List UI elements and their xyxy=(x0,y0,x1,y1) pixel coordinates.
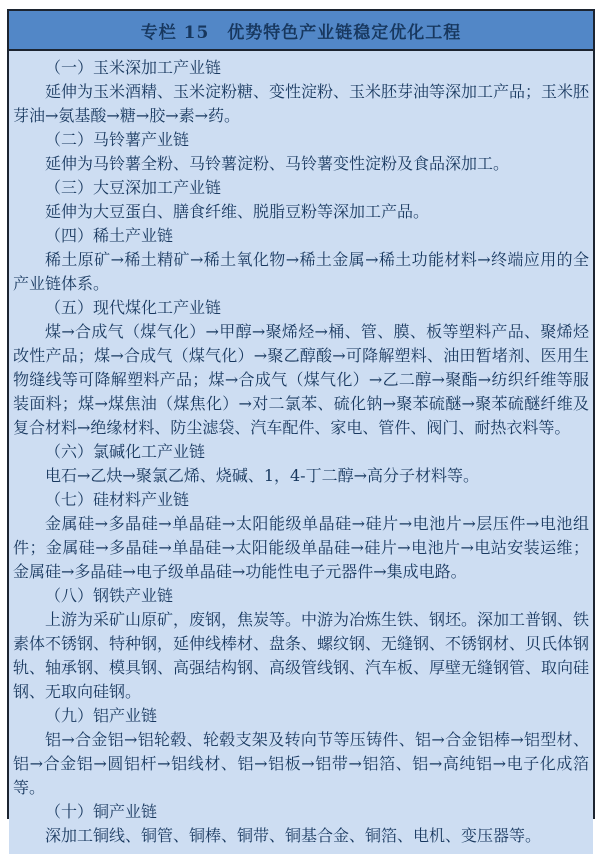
feature-column-box xyxy=(7,9,595,845)
section-silicon xyxy=(13,488,589,584)
section-heading: （十）铜产业链 xyxy=(45,802,158,821)
section-heading: （四）稀土产业链 xyxy=(45,226,174,245)
section-aluminum xyxy=(13,704,589,800)
section-paragraph: 深加工铜线、铜管、铜棒、铜带、铜基合金、铜箔、电机、变压器等。 xyxy=(45,826,542,845)
section-copper xyxy=(13,800,589,848)
section-paragraph: 延伸为玉米酒精、玉米淀粉糖、变性淀粉、玉米胚芽油等深加工产品；玉米胚芽油→氨基酸→糖→胶→素→药。 xyxy=(13,82,590,125)
section-paragraph: 电石→乙炔→聚氯乙烯、烧碱、1，4-丁二醇→高分子材料等。 xyxy=(45,466,479,485)
column-body xyxy=(9,51,593,854)
section-chlor-alkali xyxy=(13,440,589,488)
section-rare-earth xyxy=(13,224,589,296)
section-paragraph: 上游为采矿山原矿，废钢，焦炭等。中游为冶炼生铁、钢坯。深加工普钢、铁素体不锈钢、特种钢，延伸线棒材、盘条、螺纹钢、无缝钢、不锈钢材、贝氏体钢轨、轴承钢、模具钢、高强结构钢、高级管线钢、汽车板、厚壁无缝钢管、取向硅钢、无取向硅钢。 xyxy=(13,610,590,701)
section-heading: （六）氯碱化工产业链 xyxy=(45,442,206,461)
column-header xyxy=(9,11,593,51)
section-paragraph: 铝→合金铝→铝轮毂、轮毂支架及转向节等压铸件、铝→合金铝棒→铝型材、铝→合金铝→圆铝杆→铝线材、铝→铝板→铝带→铝箔、铝→高纯铝→电子化成箔等。 xyxy=(13,730,589,797)
section-heading: （九）铝产业链 xyxy=(45,706,158,725)
section-heading: （二）马铃薯产业链 xyxy=(45,130,190,149)
section-corn xyxy=(13,56,589,128)
section-heading: （三）大豆深加工产业链 xyxy=(45,178,222,197)
section-paragraph: 金属硅→多晶硅→单晶硅→太阳能级单晶硅→硅片→电池片→层压件→电池组件；金属硅→多晶硅→单晶硅→太阳能级单晶硅→硅片→电池片→电站安装运维；金属硅→多晶硅→电子级单晶硅→功能性电子元器件→集成电路。 xyxy=(13,514,589,581)
section-coal-chemical xyxy=(13,296,589,440)
section-paragraph: 煤→合成气（煤气化）→甲醇→聚烯烃→桶、管、膜、板等塑料产品、聚烯烃改性产品；煤→合成气（煤气化）→聚乙醇酸→可降解塑料、油田暂堵剂、医用生物缝线等可降解塑料产品；煤→合成气（煤气化）→乙二醇→聚酯→纺织纤维等服装面料；煤→煤焦油（煤焦化）→对二氯苯、硫化钠→聚苯硫醚→聚苯硫醚纤维及复合材料→绝缘材料、防尘滤袋、汽车配件、家电、管件、阀门、耐热衣料等。 xyxy=(13,322,589,437)
section-heading: （一）玉米深加工产业链 xyxy=(45,58,222,77)
section-soybean xyxy=(13,176,589,224)
section-heading: （八）钢铁产业链 xyxy=(45,586,174,605)
column-title: 专栏 15 优势特色产业链稳定优化工程 xyxy=(140,22,462,43)
section-paragraph: 延伸为大豆蛋白、膳食纤维、脱脂豆粉等深加工产品。 xyxy=(45,202,430,221)
section-potato xyxy=(13,128,589,176)
section-paragraph: 稀土原矿→稀土精矿→稀土氧化物→稀土金属→稀土功能材料→终端应用的全产业链体系。 xyxy=(13,250,589,293)
section-heading: （七）硅材料产业链 xyxy=(45,490,190,509)
section-steel xyxy=(13,584,589,704)
section-paragraph: 延伸为马铃薯全粉、马铃薯淀粉、马铃薯变性淀粉及食品深加工。 xyxy=(45,154,510,173)
section-heading: （五）现代煤化工产业链 xyxy=(45,298,222,317)
